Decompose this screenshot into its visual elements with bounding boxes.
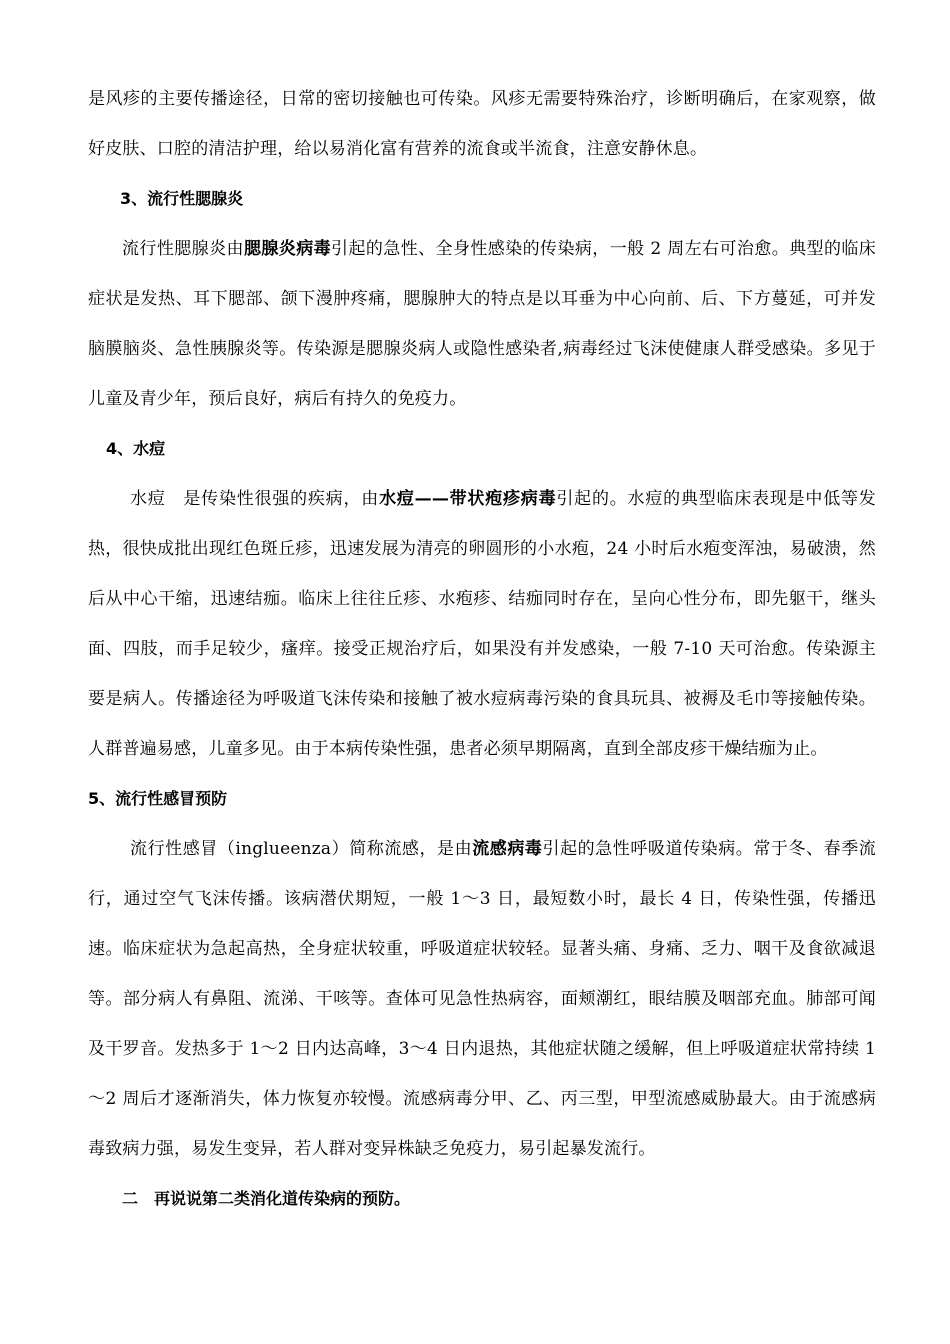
heading-chickenpox: 4、水痘 [106, 439, 166, 458]
chickenpox-text-post: 引起的。水痘的典型临床表现是中低等发热，很快成批出现红色斑丘疹，迅速发展为清亮的卵圆形的小水疱，24 小时后水疱变浑浊，易破溃，然后从中心干缩，迅速结痂。临床上往往丘疹、水疱疹、结痂同时存在，呈向心性分布，即先躯干，继头面、四肢，而手足较少，瘙痒。接受正规治疗后，如果没有并发感染，一般 7-10 天可治愈。传染源主要是病人。传播途径为呼吸道飞沫传染和接触了被水痘病毒污染的食具玩具、被褥及毛巾等接触传染。人群普遍易感，儿童多见。由于本病传染性强，患者必须早期隔离，直到全部皮疹干燥结痂为止。 [88, 489, 876, 759]
influenza-text-post: 引起的急性呼吸道传染病。常于冬、春季流行，通过空气飞沫传播。该病潜伏期短，一般 1～3 日，最短数小时，最长 4 日，传染性强，传播迅速。临床症状为急起高热，全身症状较重，呼吸道症状较轻。显著头痛、身痛、乏力、咽干及食欲减退等。部分病人有鼻阻、流涕、干咳等。查体可见急性热病容，面颊潮红，眼结膜及咽部充血。肺部可闻及干罗音。发热多于 1～2 日内达高峰，3～4 日内退热，其他症状随之缓解，但上呼吸道症状常持续 1～2 周后才逐渐消失，体力恢复亦较慢。流感病毒分甲、乙、丙三型，甲型流感威胁最大。由于流感病毒致病力强，易发生变异，若人群对变异株缺乏免疫力，易引起暴发流行。 [88, 839, 876, 1159]
heading-mumps: 3、流行性腮腺炎 [120, 189, 244, 208]
mumps-text-post: 引起的急性、全身性感染的传染病，一般 2 周左右可治愈。典型的临床症状是发热、耳下腮部、颌下漫肿疼痛，腮腺肿大的特点是以耳垂为中心向前、后、下方蔓延，可并发脑膜脑炎、急性胰腺炎等。传染源是腮腺炎病人或隐性感染者,病毒经过飞沫使健康人群受感染。多见于儿童及青少年，预后良好，病后有持久的免疫力。 [88, 239, 877, 409]
mumps-text-pre: 流行性腮腺炎由 [122, 239, 244, 259]
mumps-paragraph [88, 224, 876, 424]
chickenpox-virus-name: 水痘——带状疱疹病毒 [379, 489, 557, 509]
chickenpox-paragraph [88, 474, 876, 774]
heading-influenza: 5、流行性感冒预防 [88, 789, 228, 808]
intro-paragraph: 是风疹的主要传播途径，日常的密切接触也可传染。风疹无需要特殊治疗，诊断明确后，在家观察，做好皮肤、口腔的清洁护理，给以易消化富有营养的流食或半流食，注意安静休息。 [88, 89, 876, 159]
influenza-virus-name: 流感病毒 [472, 839, 543, 859]
chickenpox-text-pre: 水痘 是传染性很强的疾病，由 [130, 489, 380, 509]
document-page [88, 74, 876, 1224]
influenza-text-pre: 流行性感冒（inglueenza）简称流感，是由 [130, 839, 473, 859]
influenza-paragraph [88, 824, 876, 1174]
heading-section-2: 二 再说说第二类消化道传染病的预防。 [122, 1189, 411, 1208]
mumps-virus-name: 腮腺炎病毒 [243, 239, 332, 259]
